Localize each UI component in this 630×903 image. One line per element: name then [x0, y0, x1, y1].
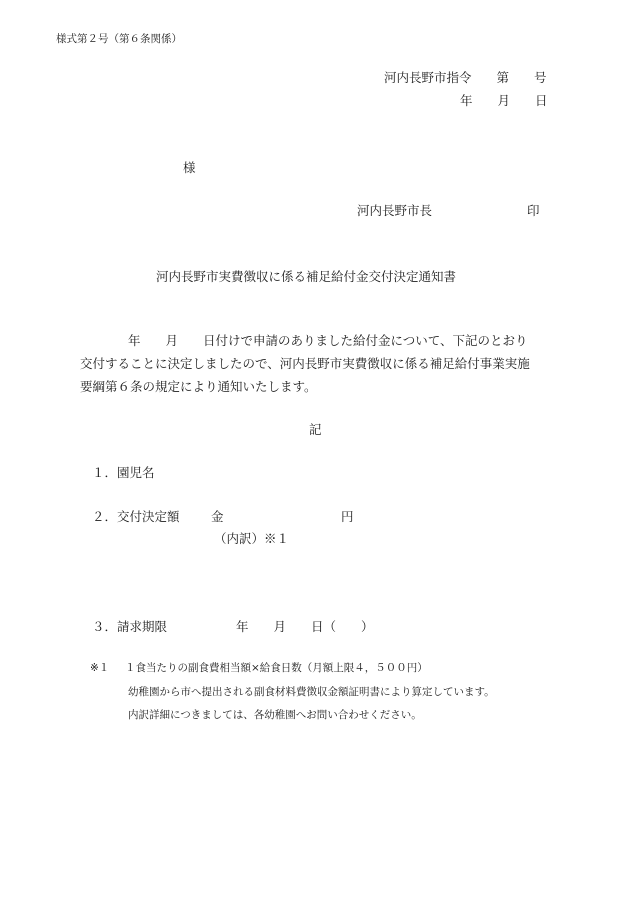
- item-amount-breakdown: （内訳）※１: [214, 531, 290, 546]
- item-amount-label: ２．交付決定額: [92, 509, 180, 524]
- document-title: 河内長野市実費徴収に係る補足給付金交付決定通知書: [156, 269, 457, 284]
- note-line-2: 幼稚園から市へ提出される副食材料費徴収金額証明書により算定しています。: [128, 686, 495, 698]
- item-child-name: １．園児名: [92, 465, 155, 480]
- item-amount-yen: 円: [341, 509, 354, 524]
- form-label: 様式第２号（第６条関係）: [56, 33, 182, 45]
- body-line-2: 交付することに決定しましたので、河内長野市実費徴収に係る補足給付事業実施: [80, 356, 530, 371]
- ki-heading: 記: [309, 422, 322, 437]
- seal-mark: 印: [527, 203, 540, 218]
- item-deadline-label: ３．請求期限: [92, 619, 168, 634]
- body-line-1: 年 月 日付けで申請のありました給付金について、下記のとおり: [128, 333, 528, 348]
- body-line-3: 要綱第６条の規定により通知いたします。: [80, 379, 317, 394]
- issue-date: 年 月 日: [460, 93, 548, 108]
- item-amount-kin: 金: [211, 509, 224, 524]
- note-line-1: １食当たりの副食費相当額×給食日数（月額上限４，５００円）: [125, 662, 428, 674]
- sender-name: 河内長野市長: [357, 203, 433, 218]
- recipient-honorific: 様: [183, 160, 196, 175]
- note-line-3: 内訳詳細につきましては、各幼稚園へお問い合わせください。: [128, 709, 422, 721]
- note-mark: ※１: [90, 662, 110, 674]
- item-deadline-date: 年 月 日（ ）: [236, 619, 374, 634]
- issuer-number: 河内長野市指令 第 号: [384, 70, 547, 85]
